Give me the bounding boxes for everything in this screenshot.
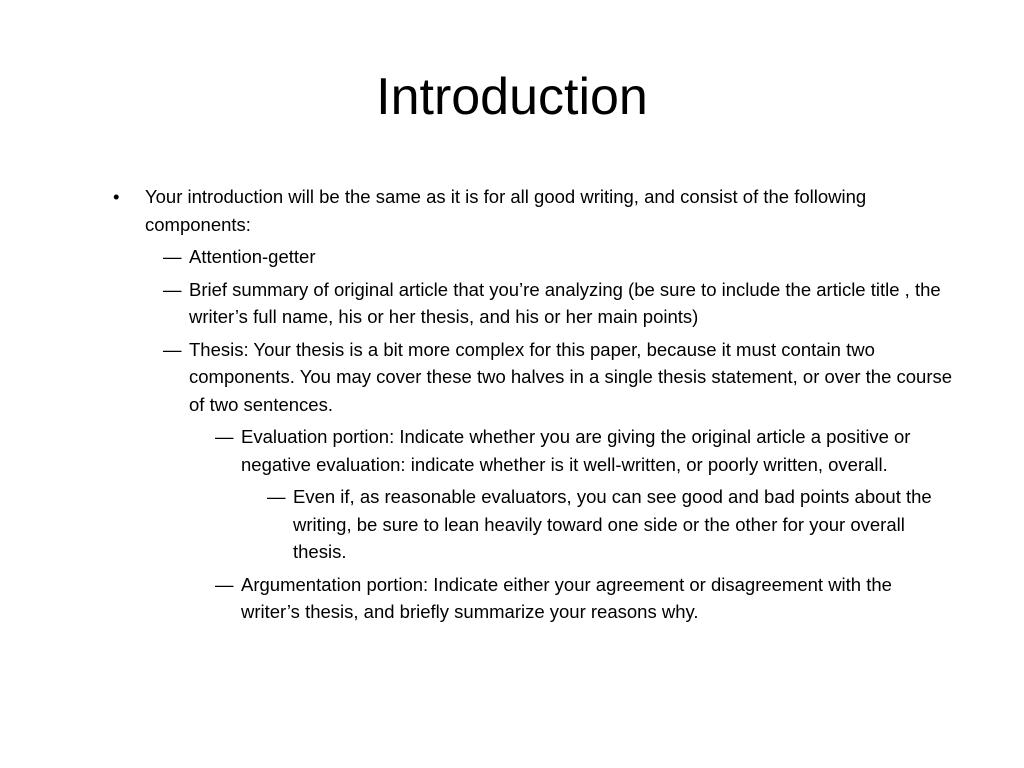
bullet-text: Thesis: Your thesis is a bit more complex for this paper, because it must contain two components. You may cover these two halves in a single thesis statement, or over the course of two sentences. xyxy=(189,338,953,415)
bullet-text: Attention-getter xyxy=(189,246,316,267)
bullet-item-attention-getter xyxy=(163,243,973,271)
bullet-item-evaluation-portion xyxy=(215,423,973,478)
dash-marker: — xyxy=(163,338,182,360)
dash-marker: — xyxy=(267,486,286,507)
slide-body xyxy=(113,183,973,631)
bullet-item-reasonable-evaluators xyxy=(267,483,933,566)
bullet-text: Brief summary of original article that you’re analyzing (be sure to include the article title , the writer’s full name, his or her thesis, and his or her main points) xyxy=(189,278,941,327)
dash-marker: — xyxy=(215,426,234,447)
bullet-marker: • xyxy=(113,186,120,207)
dash-marker: — xyxy=(163,278,182,300)
bullet-text: Even if, as reasonable evaluators, you can see good and bad points about the writing, be sure to lean heavily toward one side or the other for your overall thesis. xyxy=(293,486,932,562)
bullet-item-introduction-components xyxy=(113,183,973,238)
dash-marker: — xyxy=(215,573,234,595)
bullet-text: Argumentation portion: Indicate either your agreement or disagreement with the writer’s thesis, and briefly summarize your reasons why. xyxy=(241,573,892,622)
slide-title: Introduction xyxy=(376,68,648,126)
bullet-item-thesis xyxy=(163,336,973,419)
bullet-text: Your introduction will be the same as it is for all good writing, and consist of the following components: xyxy=(145,186,867,235)
bullet-item-brief-summary xyxy=(163,276,973,331)
dash-marker: — xyxy=(163,246,182,267)
bullet-item-argumentation-portion xyxy=(215,571,973,626)
bullet-text: Evaluation portion: Indicate whether you are giving the original article a positive or negative evaluation: indicate whether is it well-written, or poorly written, overall. xyxy=(241,426,911,475)
